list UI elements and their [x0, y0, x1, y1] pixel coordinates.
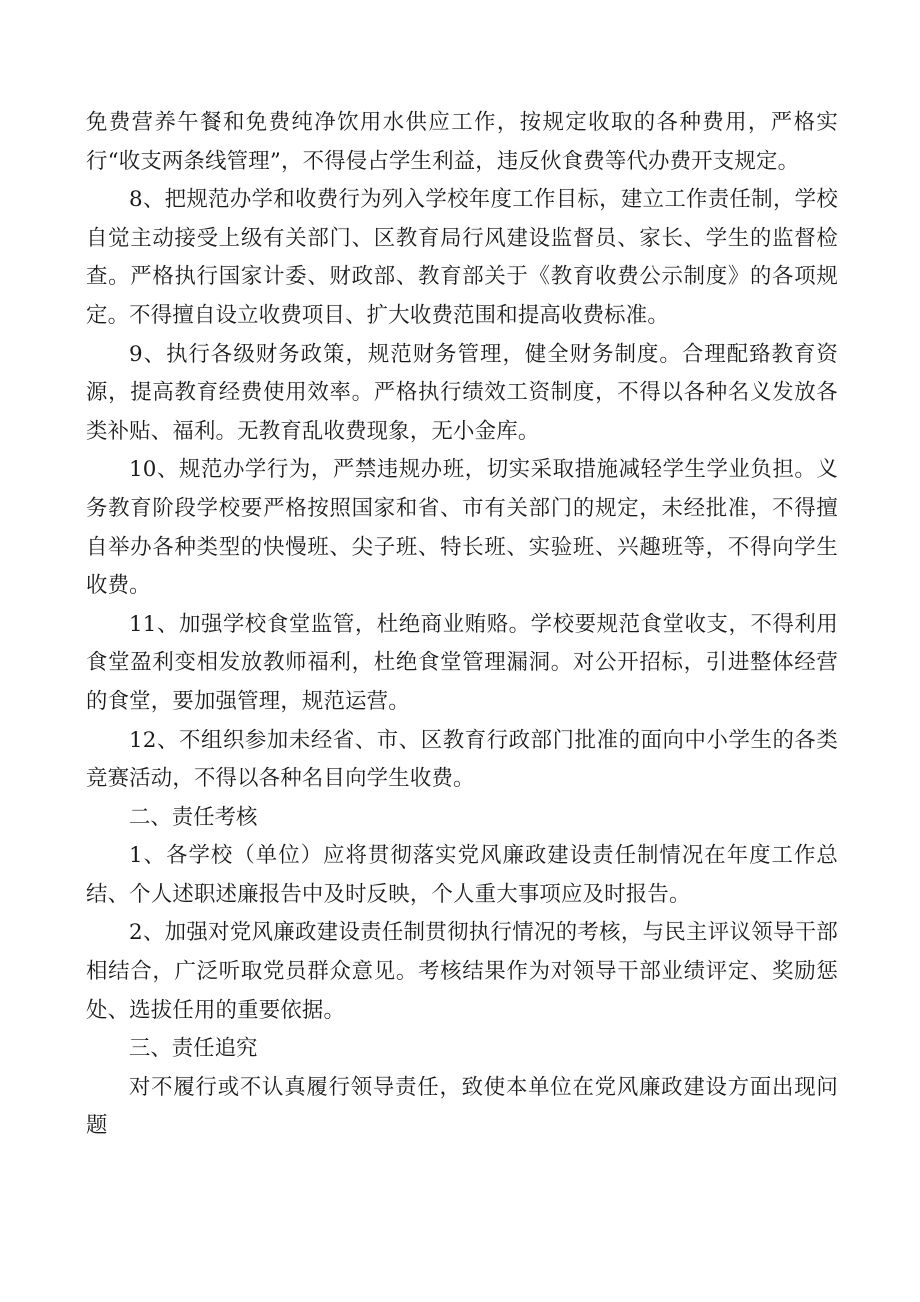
paragraph-item-9: 9、执行各级财务政策，规范财务管理，健全财务制度。合理配臵教育资源，提高教育经费使用效率。严格执行绩效工资制度，不得以各种名义发放各类补贴、福利。无教育乱收费现象，无小金库。: [86, 341, 838, 444]
paragraph-accountability-1: 对不履行或不认真履行领导责任，致使本单位在党风廉政建设方面出现问题: [86, 1074, 838, 1139]
section-heading-accountability: 三、责任追究: [129, 1036, 258, 1062]
paragraph-item-8: 8、把规范办学和收费行为列入学校年度工作目标，建立工作责任制，学校自觉主动接受上级有关部门、区教育局行风建设监督员、家长、学生的监督检查。严格执行国家计委、财政部、教育部关于《教育收费公示制度》的各项规定。不得擅自设立收费项目、扩大收费范围和提高收费标准。: [86, 187, 838, 328]
section-heading-responsibility-assessment: 二、责任考核: [129, 804, 258, 830]
paragraph-continuation: 免费营养午餐和免费纯净饮用水供应工作，按规定收取的各种费用，严格实行“收支两条线管理”，不得侵占学生利益，违反伙食费等代办费开支规定。: [86, 110, 838, 174]
document-page: [86, 104, 838, 1146]
paragraph-item-12: 12、不组织参加未经省、市、区教育行政部门批准的面向中小学生的各类竞赛活动，不得以各种名目向学生收费。: [86, 727, 838, 792]
paragraph-assessment-1: 1、各学校（单位）应将贯彻落实党风廉政建设责任制情况在年度工作总结、个人述职述廉报告中及时反映，个人重大事项应及时报告。: [86, 843, 838, 907]
paragraph-item-10: 10、规范办学行为，严禁违规办班，切实采取措施减轻学生学业负担。义务教育阶段学校要严格按照国家和省、市有关部门的规定，未经批准，不得擅自举办各种类型的快慢班、尖子班、特长班、实验班、兴趣班等，不得向学生收费。: [86, 457, 838, 599]
paragraph-assessment-2: 2、加强对党风廉政建设责任制贯彻执行情况的考核，与民主评议领导干部相结合，广泛听取党员群众意见。考核结果作为对领导干部业绩评定、奖励惩处、选拔任用的重要依据。: [86, 920, 838, 1023]
paragraph-item-11: 11、加强学校食堂监管，杜绝商业贿赂。学校要规范食堂收支，不得利用食堂盈利变相发放教师福利，杜绝食堂管理漏洞。对公开招标，引进整体经营的食堂，要加强管理，规范运营。: [86, 611, 838, 714]
